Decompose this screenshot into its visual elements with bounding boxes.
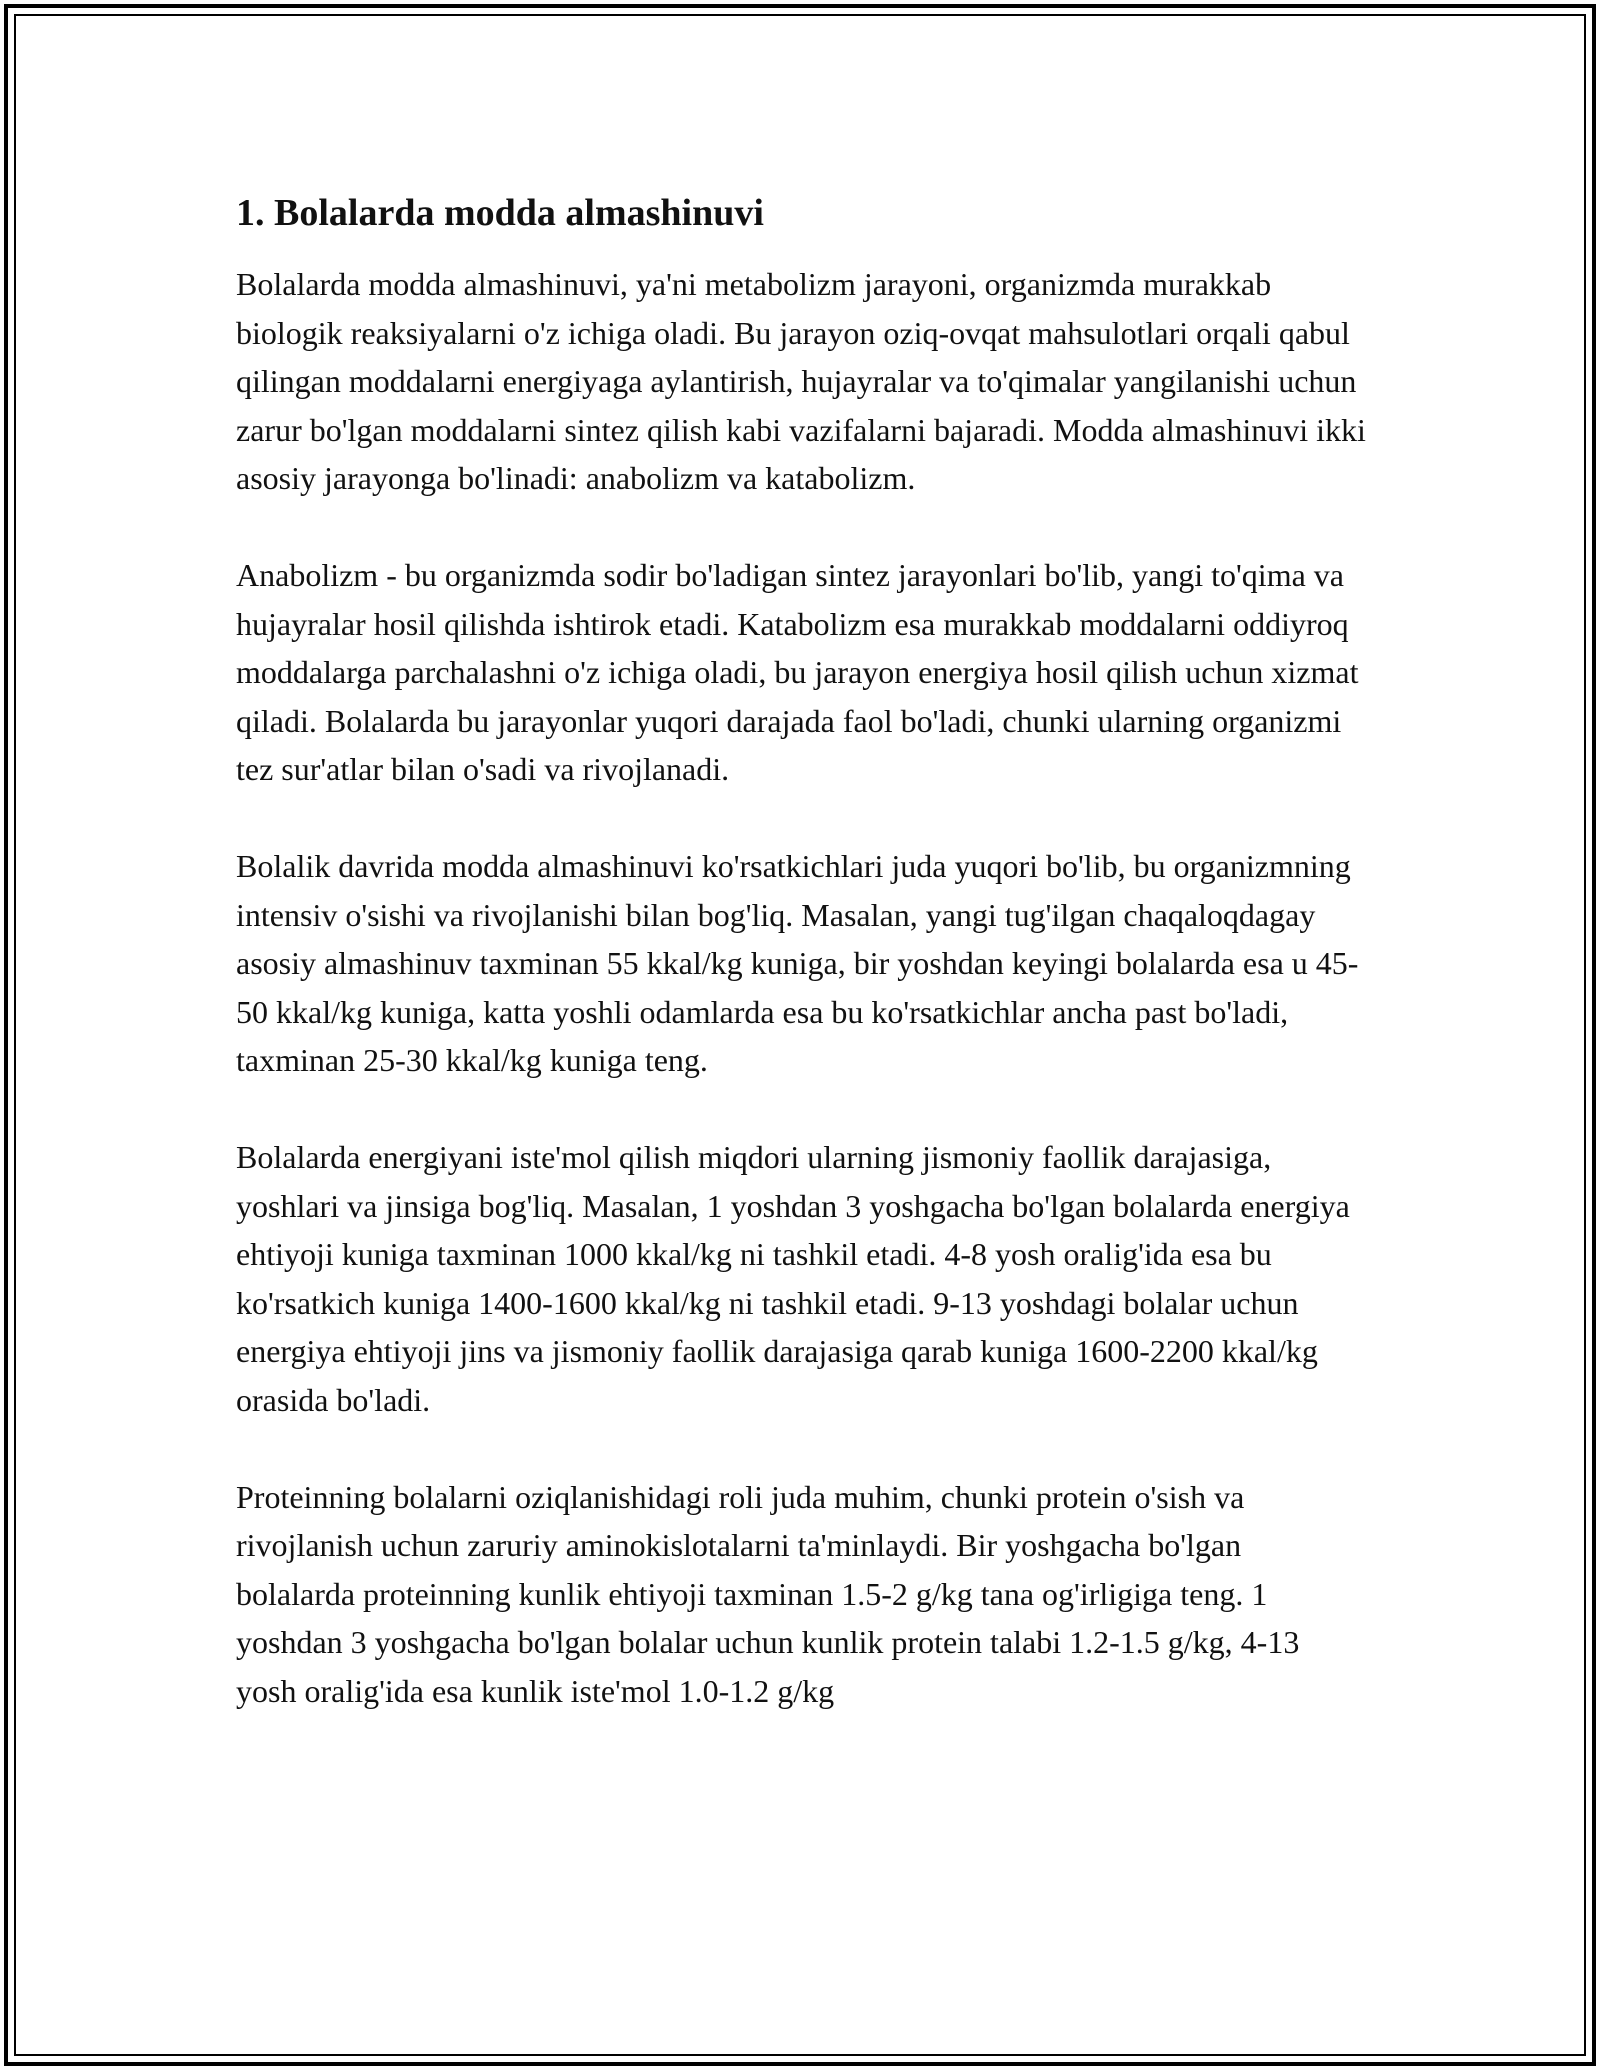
paragraph-metabolism-intro: Bolalarda modda almashinuvi, ya'ni metabolizm jarayoni, organizmda murakkab biologik reaksiyalarni o'z ichiga oladi. Bu jarayon oziq-ovqat mahsulotlari orqali qabul qilingan moddalarni energiyaga aylantirish, hujayralar va to'qimalar yangilanishi uchun zarur bo'lgan moddalarni sintez qilish kabi vazifalarni bajaradi. Modda almashinuvi ikki asosiy jarayonga bo'linadi: anabolizm va katabolizm. (236, 266, 1366, 496)
paragraph-metabolic-rates: Bolalik davrida modda almashinuvi ko'rsatkichlari juda yuqori bo'lib, bu organizmning intensiv o'sishi va rivojlanishi bilan bog'liq. Masalan, yangi tug'ilgan chaqaloqdagay asosiy almashinuv taxminan 55 kkal/kg kuniga, bir yoshdan keyingi bolalarda esa u 45-50 kkal/kg kuniga, katta yoshli odamlarda esa bu ko'rsatkichlar ancha past bo'ladi, taxminan 25-30 kkal/kg kuniga teng. (236, 848, 1359, 1078)
paragraph-anabolism-catabolism: Anabolizm - bu organizmda sodir bo'ladigan sintez jarayonlari bo'lib, yangi to'qima va hujayralar hosil qilishda ishtirok etadi. Katabolizm esa murakkab moddalarni oddiyroq moddalarga parchalashni o'z ichiga oladi, bu jarayon energiya hosil qilish uchun xizmat qiladi. Bolalarda bu jarayonlar yuqori darajada faol bo'ladi, chunki ularning organizmi tez sur'atlar bilan o'sadi va rivojlanadi. (236, 557, 1359, 787)
section-heading: 1. Bolalarda modda almashinuvi (236, 192, 764, 234)
paragraph-energy-needs: Bolalarda energiyani iste'mol qilish miqdori ularning jismoniy faollik darajasiga, yoshlari va jinsiga bog'liq. Masalan, 1 yoshdan 3 yoshgacha bo'lgan bolalarda energiya ehtiyoji kuniga taxminan 1000 kkal/kg ni tashkil etadi. 4-8 yosh oralig'ida esa bu ko'rsatkich kuniga 1400-1600 kkal/kg ni tashkil etadi. 9-13 yoshdagi bolalar uchun energiya ehtiyoji jins va jismoniy faollik darajasiga qarab kuniga 1600-2200 kkal/kg orasida bo'ladi. (236, 1139, 1350, 1418)
paragraph-protein-needs: Proteinning bolalarni oziqlanishidagi roli juda muhim, chunki protein o'sish va rivojlanish uchun zaruriy aminokislotalarni ta'minlaydi. Bir yoshgacha bo'lgan bolalarda proteinning kunlik ehtiyoji taxminan 1.5-2 g/kg tana og'irligiga teng. 1 yoshdan 3 yoshgacha bo'lgan bolalar uchun kunlik protein talabi 1.2-1.5 g/kg, 4-13 yosh oralig'ida esa kunlik iste'mol 1.0-1.2 g/kg (236, 1478, 1300, 1709)
document-body (236, 186, 1366, 1764)
